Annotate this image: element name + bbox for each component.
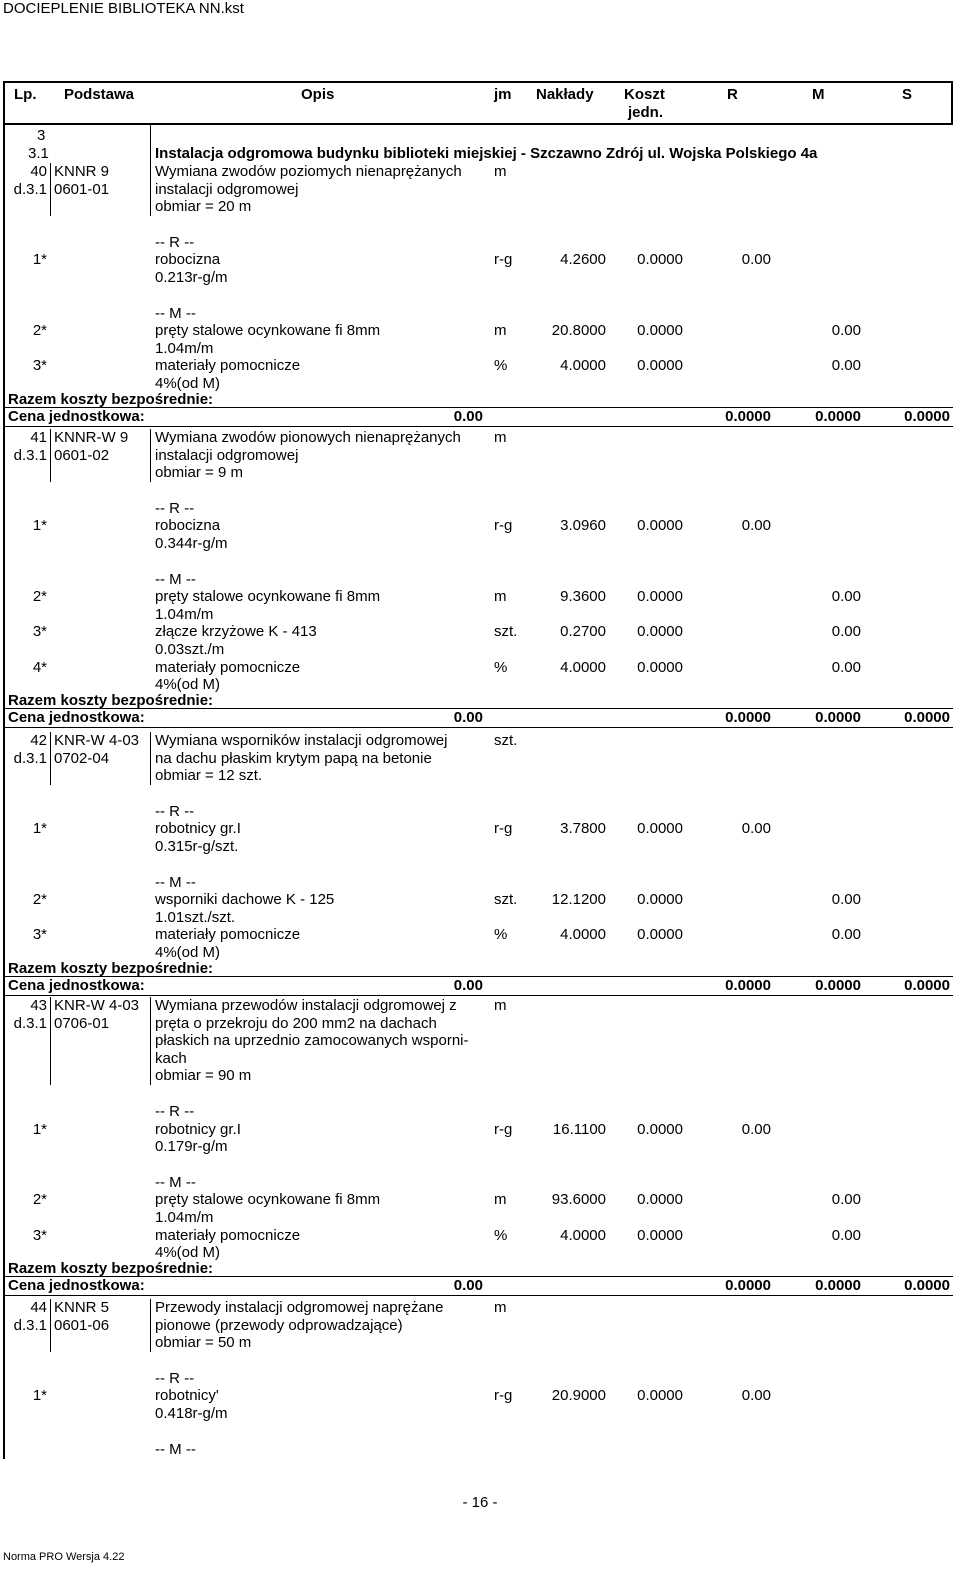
resource-unit: % [494, 357, 508, 375]
header-jm: jm [494, 86, 512, 103]
resource-norm: 0.179r-g/m [155, 1138, 228, 1156]
resource-quantity: 12.1200 [551, 891, 606, 909]
col-divider-base [150, 429, 151, 482]
col-divider-lp [50, 732, 51, 785]
unit-price-value: 0.00 [453, 1277, 483, 1295]
resource-quantity: 4.2600 [560, 251, 606, 269]
position-description-line: instalacji odgromowej [155, 180, 299, 198]
unit-price-value: 0.00 [453, 709, 483, 727]
resource-norm: 0.344r-g/m [155, 535, 228, 552]
resource-price: 0.0000 [637, 1120, 683, 1138]
software-footer: Norma PRO Wersja 4.22 [3, 1551, 125, 1563]
position-unit: szt. [494, 732, 518, 749]
document-title: DOCIEPLENIE BIBLIOTEKA NN.kst [3, 0, 244, 17]
resource-number: 1* [32, 251, 47, 269]
resource-number: 2* [32, 1191, 47, 1209]
position-lp: 40 [30, 163, 47, 180]
position-base-number: 0601-06 [54, 1316, 110, 1334]
resource-value: 0.00 [831, 891, 861, 909]
resource-name: pręty stalowe ocynkowane fi 8mm [155, 588, 381, 606]
summary-bottom-rule [3, 1295, 953, 1296]
header-koszt-jedn: jedn. [628, 104, 664, 121]
resource-norm: 0.03szt./m [155, 641, 225, 658]
col-divider-lp [50, 997, 51, 1085]
unit-price-r: 0.0000 [725, 977, 771, 995]
unit-price-m: 0.0000 [815, 1277, 861, 1295]
resource-name: robocizna [155, 251, 221, 269]
unit-price-m: 0.0000 [815, 709, 861, 727]
resource-norm: 4%(od M) [155, 1244, 221, 1262]
resource-unit: r-g [494, 517, 513, 535]
resource-name: materiały pomocnicze [155, 357, 301, 375]
labor-header: -- R -- [155, 802, 195, 820]
position-description-line: instalacji odgromowej [155, 446, 299, 464]
position-description-line: obmiar = 20 m [155, 198, 252, 216]
resource-price: 0.0000 [637, 1387, 683, 1405]
resource-number: 3* [32, 1226, 47, 1244]
resource-quantity: 3.0960 [560, 517, 606, 535]
direct-costs-label: Razem koszty bezpośrednie: [8, 390, 214, 408]
page-number: - 16 - [462, 1494, 498, 1511]
resource-number: 2* [32, 322, 47, 340]
unit-price-s: 0.0000 [904, 709, 950, 727]
resource-number: 2* [32, 588, 47, 606]
labor-header: -- R -- [155, 499, 195, 517]
resource-norm: 0.315r-g/szt. [155, 838, 239, 855]
resource-quantity: 3.7800 [560, 820, 606, 838]
resource-value: 0.00 [831, 926, 861, 944]
position-description-line: obmiar = 12 szt. [155, 767, 263, 785]
position-description-line: Wymiana zwodów pionowych nienaprężanych [155, 429, 461, 446]
resource-value: 0.00 [831, 322, 861, 340]
table-right-border [951, 81, 953, 125]
header-r: R [727, 86, 738, 103]
position-lp-chapter: d.3.1 [13, 1014, 47, 1032]
resource-name: robotnicy gr.I [155, 820, 241, 838]
resource-price: 0.0000 [637, 623, 683, 641]
material-header: -- M -- [155, 1440, 196, 1458]
unit-price-r: 0.0000 [725, 1277, 771, 1295]
unit-price-m: 0.0000 [815, 977, 861, 995]
position-base-code: KNNR 5 [54, 1299, 110, 1316]
resource-price: 0.0000 [637, 357, 683, 375]
resource-name: materiały pomocnicze [155, 1226, 301, 1244]
unit-price-label: Cena jednostkowa: [8, 709, 145, 727]
header-podstawa: Podstawa [64, 86, 135, 103]
resource-price: 0.0000 [637, 658, 683, 676]
col-divider-lp [50, 163, 51, 216]
header-koszt: Koszt [624, 86, 665, 103]
unit-price-s: 0.0000 [904, 408, 950, 426]
resource-unit: r-g [494, 1120, 513, 1138]
resource-name: robocizna [155, 517, 221, 535]
header-lp: Lp. [14, 86, 37, 103]
resource-unit: r-g [494, 820, 513, 838]
resource-name: wsporniki dachowe K - 125 [155, 891, 335, 909]
resource-value: 0.00 [831, 623, 861, 641]
resource-quantity: 0.2700 [560, 623, 606, 641]
resource-unit: m [494, 588, 507, 606]
resource-unit: r-g [494, 251, 513, 269]
position-lp-chapter: d.3.1 [13, 1316, 47, 1334]
unit-price-label: Cena jednostkowa: [8, 977, 145, 995]
position-base-code: KNNR-W 9 [54, 429, 129, 446]
header-s: S [902, 86, 913, 103]
position-lp: 41 [30, 429, 47, 446]
resource-number: 2* [32, 891, 47, 909]
position-unit: m [494, 997, 507, 1014]
resource-value: 0.00 [831, 1226, 861, 1244]
position-lp: 42 [30, 732, 47, 749]
resource-quantity: 4.0000 [560, 658, 606, 676]
summary-bottom-rule [3, 426, 953, 427]
position-unit: m [494, 163, 507, 180]
position-lp: 43 [30, 997, 47, 1014]
col-divider-base [150, 732, 151, 785]
unit-price-label: Cena jednostkowa: [8, 1277, 145, 1295]
resource-norm: 1.04m/m [155, 339, 214, 357]
resource-norm: 0.418r-g/m [155, 1405, 228, 1422]
header-bottom-border [3, 123, 953, 125]
resource-value: 0.00 [741, 1387, 771, 1405]
position-base-code: KNNR 9 [54, 163, 110, 180]
section-divider [150, 125, 151, 163]
direct-costs-label: Razem koszty bezpośrednie: [8, 959, 214, 977]
unit-price-s: 0.0000 [904, 1277, 950, 1295]
resource-price: 0.0000 [637, 820, 683, 838]
resource-name: materiały pomocnicze [155, 658, 301, 676]
resource-quantity: 4.0000 [560, 1226, 606, 1244]
unit-price-value: 0.00 [453, 977, 483, 995]
unit-price-m: 0.0000 [815, 408, 861, 426]
section-number: 3 [37, 127, 46, 144]
resource-norm: 1.01szt./szt. [155, 908, 236, 926]
position-description-line: pręta o przekroju do 200 mm2 na dachach [155, 1014, 437, 1032]
material-header: -- M -- [155, 570, 196, 588]
resource-norm: 0.213r-g/m [155, 269, 228, 286]
resource-number: 3* [32, 623, 47, 641]
col-divider-base [150, 1299, 151, 1352]
resource-quantity: 4.0000 [560, 926, 606, 944]
table-top-border [3, 81, 953, 83]
resource-quantity: 93.6000 [551, 1191, 606, 1209]
col-divider-base [150, 997, 151, 1085]
resource-norm: 4%(od M) [155, 375, 221, 392]
unit-price-value: 0.00 [453, 408, 483, 426]
position-description-line: kach [155, 1049, 187, 1067]
material-header: -- M -- [155, 304, 196, 322]
resource-quantity: 20.8000 [551, 322, 606, 340]
resource-value: 0.00 [831, 658, 861, 676]
summary-bottom-rule [3, 727, 953, 728]
resource-norm: 4%(od M) [155, 944, 221, 961]
header-m: M [812, 86, 825, 103]
position-description-line: płaskich na uprzednio zamocowanych wsporni- [155, 1032, 469, 1050]
resource-price: 0.0000 [637, 1191, 683, 1209]
resource-quantity: 9.3600 [560, 588, 606, 606]
resource-number: 4* [32, 658, 47, 676]
resource-price: 0.0000 [637, 1226, 683, 1244]
resource-quantity: 20.9000 [551, 1387, 606, 1405]
resource-norm: 1.04m/m [155, 605, 214, 623]
resource-number: 1* [32, 1387, 47, 1405]
resource-unit: r-g [494, 1387, 513, 1405]
resource-value: 0.00 [741, 517, 771, 535]
position-description-line: obmiar = 50 m [155, 1334, 252, 1352]
resource-name: pręty stalowe ocynkowane fi 8mm [155, 322, 381, 340]
resource-value: 0.00 [741, 1120, 771, 1138]
resource-number: 1* [32, 820, 47, 838]
position-description-line: Wymiana zwodów poziomych nienaprężanych [155, 163, 462, 180]
resource-unit: szt. [494, 891, 518, 909]
resource-number: 3* [32, 926, 47, 944]
header-opis: Opis [301, 86, 335, 103]
col-divider-base [150, 163, 151, 216]
position-lp-chapter: d.3.1 [13, 446, 47, 464]
labor-header: -- R -- [155, 233, 195, 251]
direct-costs-label: Razem koszty bezpośrednie: [8, 1259, 214, 1277]
position-unit: m [494, 1299, 507, 1316]
unit-price-r: 0.0000 [725, 709, 771, 727]
resource-value: 0.00 [741, 820, 771, 838]
resource-price: 0.0000 [637, 517, 683, 535]
resource-norm: 4%(od M) [155, 676, 221, 694]
unit-price-label: Cena jednostkowa: [8, 408, 145, 426]
labor-header: -- R -- [155, 1103, 195, 1120]
resource-name: materiały pomocnicze [155, 926, 301, 944]
position-description-line: na dachu płaskim krytym papą na betonie [155, 749, 432, 767]
resource-name: robotnicy gr.I [155, 1120, 241, 1138]
material-header: -- M -- [155, 1173, 196, 1191]
resource-unit: szt. [494, 623, 518, 641]
resource-name: pręty stalowe ocynkowane fi 8mm [155, 1191, 381, 1209]
position-description-line: pionowe (przewody odprowadzające) [155, 1316, 403, 1334]
position-description-line: Wymiana przewodów instalacji odgromowej z [155, 997, 457, 1014]
resource-price: 0.0000 [637, 322, 683, 340]
resource-unit: m [494, 322, 507, 340]
position-description-line: obmiar = 90 m [155, 1067, 252, 1085]
resource-value: 0.00 [741, 251, 771, 269]
resource-value: 0.00 [831, 357, 861, 375]
position-description-line: obmiar = 9 m [155, 464, 243, 482]
resource-price: 0.0000 [637, 926, 683, 944]
position-base-code: KNR-W 4-03 [54, 997, 140, 1014]
resource-value: 0.00 [831, 588, 861, 606]
resource-unit: % [494, 658, 508, 676]
resource-unit: % [494, 926, 508, 944]
resource-value: 0.00 [831, 1191, 861, 1209]
resource-price: 0.0000 [637, 251, 683, 269]
section-subnumber: 3.1 [28, 145, 49, 162]
labor-header: -- R -- [155, 1369, 195, 1387]
resource-unit: m [494, 1191, 507, 1209]
resource-norm: 1.04m/m [155, 1209, 214, 1226]
position-base-number: 0702-04 [54, 749, 110, 767]
col-divider-lp [50, 429, 51, 482]
resource-quantity: 4.0000 [560, 357, 606, 375]
resource-number: 1* [32, 517, 47, 535]
unit-price-s: 0.0000 [904, 977, 950, 995]
direct-costs-label: Razem koszty bezpośrednie: [8, 691, 214, 709]
position-description-line: Wymiana wsporników instalacji odgromowej [155, 732, 448, 749]
position-base-number: 0601-02 [54, 446, 110, 464]
position-unit: m [494, 429, 507, 446]
position-description-line: Przewody instalacji odgromowej naprężane [155, 1299, 444, 1316]
position-lp-chapter: d.3.1 [13, 749, 47, 767]
header-naklady: Nakłady [536, 86, 594, 103]
position-base-number: 0601-01 [54, 180, 110, 198]
position-lp: 44 [30, 1299, 47, 1316]
resource-number: 1* [32, 1120, 47, 1138]
unit-price-r: 0.0000 [725, 408, 771, 426]
resource-unit: % [494, 1226, 508, 1244]
col-divider-lp [50, 1299, 51, 1352]
resource-number: 3* [32, 357, 47, 375]
table-left-border [3, 81, 5, 1459]
summary-bottom-rule [3, 995, 953, 996]
material-header: -- M -- [155, 873, 196, 891]
resource-price: 0.0000 [637, 891, 683, 909]
position-lp-chapter: d.3.1 [13, 180, 47, 198]
resource-quantity: 16.1100 [552, 1120, 606, 1138]
section-title: Instalacja odgromowa budynku biblioteki miejskiej - Szczawno Zdrój ul. Wojska Polskiego 4a [155, 145, 818, 162]
resource-name: złącze krzyżowe K - 413 [155, 623, 317, 641]
resource-name: robotnicy' [155, 1387, 219, 1405]
resource-price: 0.0000 [637, 588, 683, 606]
position-base-code: KNR-W 4-03 [54, 732, 140, 749]
position-base-number: 0706-01 [54, 1014, 110, 1032]
